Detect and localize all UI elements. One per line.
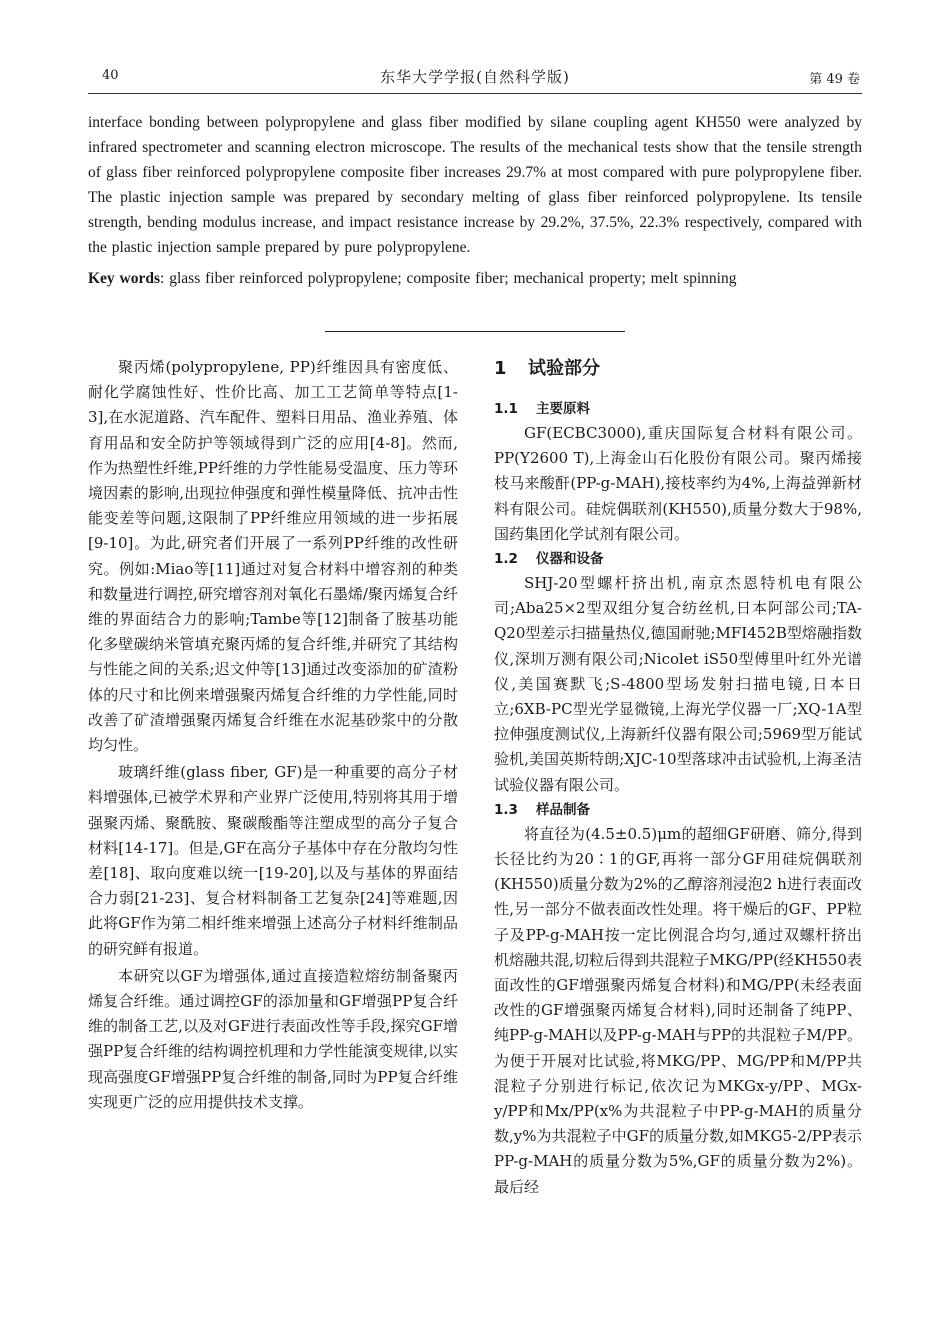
subsection-heading-materials [494,397,862,421]
header-divider [88,93,862,94]
volume-label: 第 49 卷 [809,72,860,87]
english-abstract [88,110,862,291]
left-column [88,355,458,1115]
instruments-paragraph: SHJ-20型螺杆挤出机,南京杰恩特机电有限公司;Aba25×2型双组分复合纺丝机,日本阿部公司;TA-Q20型差示扫描量热仪,德国耐驰;MFI452B型熔融指数仪,深圳万测有限公司;Nicolet iS50型傅里叶红外光谱仪,美国赛默飞;S-4800型场发射扫描电镜,日本日立;6XB-PC型光学显微镜,上海光学仪器一厂;XQ-1A型拉伸强度测试仪,上海新纤仪器有限公司;5969型万能试验机,美国英斯特朗;XJC-10型落球冲击试验机,上海圣洁试验仪器有限公司。 [494,574,862,794]
intro-paragraph-3: 本研究以GF为增强体,通过直接造粒熔纺制备聚丙烯复合纤维。通过调控GF的添加量和GF增强PP复合纤维的制备工艺,以及对GF进行表面改性等手段,探究GF增强PP复合纤维的结构调控机理和力学性能演变规律,以实现高强度GF增强PP复合纤维的制备,同时为PP复合纤维实现更广泛的应用提供技术支撑。 [88,966,458,1111]
intro-paragraph-2: 玻璃纤维(glass fiber, GF)是一种重要的高分子材料增强体,已被学术界和产业界广泛使用,特别将其用于增强聚丙烯、聚酰胺、聚碳酸酯等注塑成型的高分子复合材料[14-17]。但是,GF在高分子基体中存在分散均匀性差[18]、取向度难以统一[19-20],以及与基体的界面结合力弱[21-23]、复合材料制备工艺复杂[24]等难题,因此将GF作为第二相纤维来增强上述高分子材料纤维制品的研究鲜有报道。 [88,763,458,958]
subsection-title: 样品制备 [536,801,590,818]
section-number: 1 [494,358,507,379]
preparation-paragraph: 将直径为(4.5±0.5)μm的超细GF研磨、筛分,得到长径比约为20∶1的GF,再将一部分GF用硅烷偶联剂(KH550)质量分数为2%的乙醇溶剂浸泡2 h进行表面改性,另一部分不做表面改性处理。将干燥后的GF、PP粒子及PP-g-MAH按一定比例混合均匀,通过双螺杆挤出机熔融共混,切粒后得到共混粒子MKG/PP(经KH550表面改性的GF增强聚丙烯复合材料)和MG/PP(未经表面改性的GF增强聚丙烯复合材料),同时还制备了纯PP、纯PP-g-MAH以及PP-g-MAH与PP的共混粒子M/PP。为便于开展对比试验,将MKG/PP、MG/PP和M/PP共混粒子分别进行标记,依次记为MKGx-y/PP、MGx-y/PP和Mx/PP(x%为共混粒子中PP-g-MAH的质量分数,y%为共混粒子中GF的质量分数,如MKG5-2/PP表示PP-g-MAH的质量分数为5%,GF的质量分数为2%)。最后经 [494,824,862,1196]
subsection-number: 1.3 [494,801,518,818]
subsection-title: 主要原料 [536,401,590,417]
keywords-text: : glass fiber reinforced polypropylene; composite fiber; mechanical property; melt spinning [160,270,737,287]
materials-paragraph: GF(ECBC3000),重庆国际复合材料有限公司。PP(Y2600 T),上海金山石化股份有限公司。聚丙烯接枝马来酸酐(PP-g-MAH),接枝率约为4%,上海益弹新材料有限公司。硅烷偶联剂(KH550),质量分数大于98%,国药集团化学试剂有限公司。 [494,424,862,543]
subsection-heading-preparation [494,798,862,822]
keywords-label: Key words [88,270,161,287]
intro-paragraph-1: 聚丙烯(polypropylene, PP)纤维因具有密度低、耐化学腐蚀性好、性价比高、加工工艺简单等特点[1-3],在水泥道路、汽车配件、塑料日用品、渔业养殖、体育用品和安全防护等领域得到广泛的应用[4-8]。然而,作为热塑性纤维,PP纤维的力学性能易受温度、压力等环境因素的影响,出现拉伸强度和弹性模量降低、抗冲击性能变差等问题,这限制了PP纤维应用领域的进一步拓展[9-10]。为此,研究者们开展了一系列PP纤维的改性研究。例如:Miao等[11]通过对复合材料中增容剂的种类和数量进行调控,研究增容剂对氧化石墨烯/聚丙烯复合纤维的界面结合力的影响;Tambe等[12]制备了胺基功能化多壁碳纳米管填充聚丙烯的复合纤维,并研究了其结构与性能之间的关系;迟文仲等[13]通过改变添加的矿渣粉体的尺寸和比例来增强聚丙烯复合纤维的力学性能,同时改善了矿渣增强聚丙烯复合纤维在水泥基砂浆中的分散均匀性。 [88,358,458,755]
subsection-title: 仪器和设备 [536,551,604,568]
running-header [88,66,862,90]
subsection-heading-instruments [494,547,862,571]
keywords-line [88,266,862,291]
section-divider [325,331,625,332]
subsection-number: 1.1 [494,401,518,417]
right-column [494,355,862,1200]
section-heading [494,341,862,397]
section-title: 试验部分 [528,358,600,379]
page-number: 40 [102,68,119,83]
abstract-text: interface bonding between polypropylene and glass fiber modified by silane coupling agent KH550 were analyzed by infrared spectrometer and scanning electron microscope. The results of the mechanical tests show that the tensile strength of glass fiber reinforced polypropylene composite fiber increases 29.7% at most compared with pure polypropylene fiber. The plastic injection sample was prepared by secondary melting of glass fiber reinforced polypropylene. Its tensile strength, bending modulus increase, and impact resistance increase by 29.2%, 37.5%, 22.3% respectively, compared with the plastic injection sample prepared by pure polypropylene. [88,114,862,256]
journal-title: 东华大学学报(自然科学版) [380,68,570,86]
subsection-number: 1.2 [494,551,518,568]
